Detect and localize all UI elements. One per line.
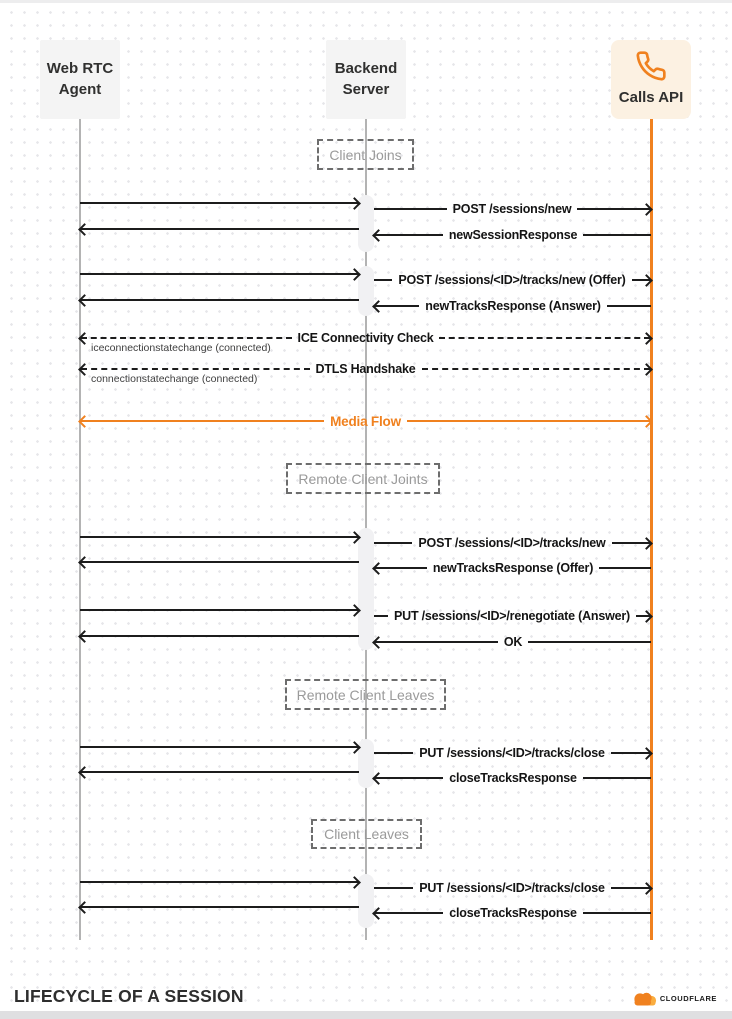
message-arrow: [80, 193, 359, 213]
message-arrow: [80, 219, 359, 239]
arrow-line: [80, 881, 358, 883]
message-arrow: [374, 743, 651, 763]
arrowhead-left-icon: [78, 766, 91, 779]
arrowhead-left-icon: [78, 363, 91, 376]
arrowhead-left-icon: [78, 630, 91, 643]
arrowhead-right-icon: [640, 882, 653, 895]
arrow-line: [81, 228, 359, 230]
arrowhead-left-icon: [372, 772, 385, 785]
message-arrow: [80, 552, 359, 572]
arrowhead-left-icon: [78, 223, 91, 236]
arrow-line: [374, 279, 392, 281]
arrowhead-left-icon: [78, 556, 91, 569]
message-arrow: [374, 632, 651, 652]
message-label: Media Flow: [330, 413, 401, 429]
arrow-line: [439, 337, 650, 339]
bottom-edge-strip: [0, 1011, 732, 1019]
message-label: closeTracksResponse: [449, 771, 577, 785]
event-note: connectionstatechange (connected): [91, 373, 258, 385]
actor-label: Calls API: [618, 89, 684, 107]
message-label: DTLS Handshake: [315, 362, 416, 376]
arrowhead-right-icon: [640, 415, 653, 428]
arrowhead-right-icon: [348, 741, 361, 754]
arrow-line: [583, 234, 651, 236]
message-arrow: [374, 878, 651, 898]
message-arrow: [374, 270, 651, 290]
arrowhead-left-icon: [78, 332, 91, 345]
arrowhead-right-icon: [348, 604, 361, 617]
message-arrow: [80, 600, 359, 620]
arrow-line: [80, 609, 358, 611]
arrowhead-right-icon: [640, 747, 653, 760]
actor-label: Server: [342, 80, 390, 98]
actor-backend-server: [326, 40, 406, 119]
group-label: Remote Client Leaves: [285, 679, 446, 710]
message-arrow: [80, 264, 359, 284]
cloudflare-logo: [632, 991, 717, 1006]
arrowhead-right-icon: [640, 203, 653, 216]
message-label: newTracksResponse (Answer): [425, 299, 601, 313]
message-label: POST /sessions/new: [452, 202, 572, 216]
actor-label: Agent: [58, 80, 102, 98]
arrow-line: [80, 202, 358, 204]
message-arrow: [80, 737, 359, 757]
arrowhead-left-icon: [372, 562, 385, 575]
arrow-line: [375, 641, 498, 643]
arrow-line: [607, 305, 651, 307]
message-arrow: [374, 225, 651, 245]
arrow-line: [422, 368, 651, 370]
message-label: POST /sessions/<ID>/tracks/new: [418, 536, 606, 550]
message-arrow: [80, 872, 359, 892]
arrowhead-left-icon: [78, 294, 91, 307]
arrow-line: [81, 771, 359, 773]
message-arrow: [374, 199, 651, 219]
arrow-line: [80, 746, 358, 748]
page-title: LIFECYCLE OF A SESSION: [14, 986, 244, 1006]
message-arrow: [80, 411, 651, 431]
message-arrow: [80, 897, 359, 917]
actor-calls-api: [611, 40, 691, 119]
arrowhead-right-icon: [640, 537, 653, 550]
group-label: Remote Client Joints: [286, 463, 440, 494]
phone-icon: [635, 50, 667, 82]
message-label: OK: [503, 635, 523, 649]
group-label: Client Joins: [317, 139, 414, 170]
arrowhead-left-icon: [372, 907, 385, 920]
group-label: Client Leaves: [311, 819, 422, 849]
message-arrow: [80, 626, 359, 646]
arrow-line: [599, 567, 651, 569]
message-label: POST /sessions/<ID>/tracks/new (Offer): [398, 273, 626, 287]
event-note: iceconnectionstatechange (connected): [91, 342, 271, 354]
message-arrow: [80, 762, 359, 782]
actor-label: Backend: [334, 60, 398, 78]
message-arrow: [374, 558, 651, 578]
message-label: newTracksResponse (Offer): [432, 561, 594, 575]
message-label: PUT /sessions/<ID>/tracks/close: [419, 746, 605, 760]
arrow-line: [374, 208, 447, 210]
arrow-line: [374, 615, 388, 617]
arrow-line: [81, 337, 292, 339]
arrow-line: [374, 887, 413, 889]
message-label: closeTracksResponse: [449, 906, 577, 920]
arrow-line: [81, 635, 359, 637]
message-arrow: [374, 903, 651, 923]
actor-web-rtc-agent: [40, 40, 120, 119]
message-arrow: [80, 527, 359, 547]
arrow-line: [407, 420, 650, 422]
message-arrow: [374, 606, 651, 626]
message-label: PUT /sessions/<ID>/tracks/close: [419, 881, 605, 895]
arrowhead-left-icon: [78, 901, 91, 914]
message-arrow: [374, 533, 651, 553]
arrowhead-right-icon: [348, 876, 361, 889]
arrow-line: [528, 641, 651, 643]
arrowhead-right-icon: [640, 610, 653, 623]
arrowhead-right-icon: [348, 268, 361, 281]
arrowhead-right-icon: [640, 332, 653, 345]
arrowhead-right-icon: [348, 531, 361, 544]
message-arrow: [374, 768, 651, 788]
cloudflare-wordmark: CLOUDFLARE: [659, 994, 717, 1003]
actor-label: Web RTC: [46, 60, 114, 78]
message-arrow: [80, 290, 359, 310]
message-label: ICE Connectivity Check: [297, 331, 434, 345]
arrow-line: [374, 752, 413, 754]
arrow-line: [583, 912, 651, 914]
top-edge-strip: [0, 0, 732, 3]
activation-bar: [358, 528, 374, 650]
arrowhead-right-icon: [640, 363, 653, 376]
arrow-line: [81, 299, 359, 301]
arrow-line: [80, 273, 358, 275]
arrow-line: [80, 536, 358, 538]
arrow-line: [81, 561, 359, 563]
arrowhead-left-icon: [372, 300, 385, 313]
cloudflare-cloud-icon: [632, 991, 657, 1006]
arrow-line: [81, 368, 310, 370]
message-label: newSessionResponse: [448, 228, 578, 242]
arrowhead-right-icon: [640, 274, 653, 287]
arrowhead-left-icon: [372, 229, 385, 242]
arrow-line: [81, 420, 324, 422]
arrow-line: [583, 777, 651, 779]
message-arrow: [374, 296, 651, 316]
message-label: PUT /sessions/<ID>/renegotiate (Answer): [393, 609, 631, 623]
arrowhead-left-icon: [78, 415, 91, 428]
arrow-line: [374, 542, 412, 544]
arrowhead-right-icon: [348, 197, 361, 210]
arrow-line: [81, 906, 359, 908]
arrowhead-left-icon: [372, 636, 385, 649]
